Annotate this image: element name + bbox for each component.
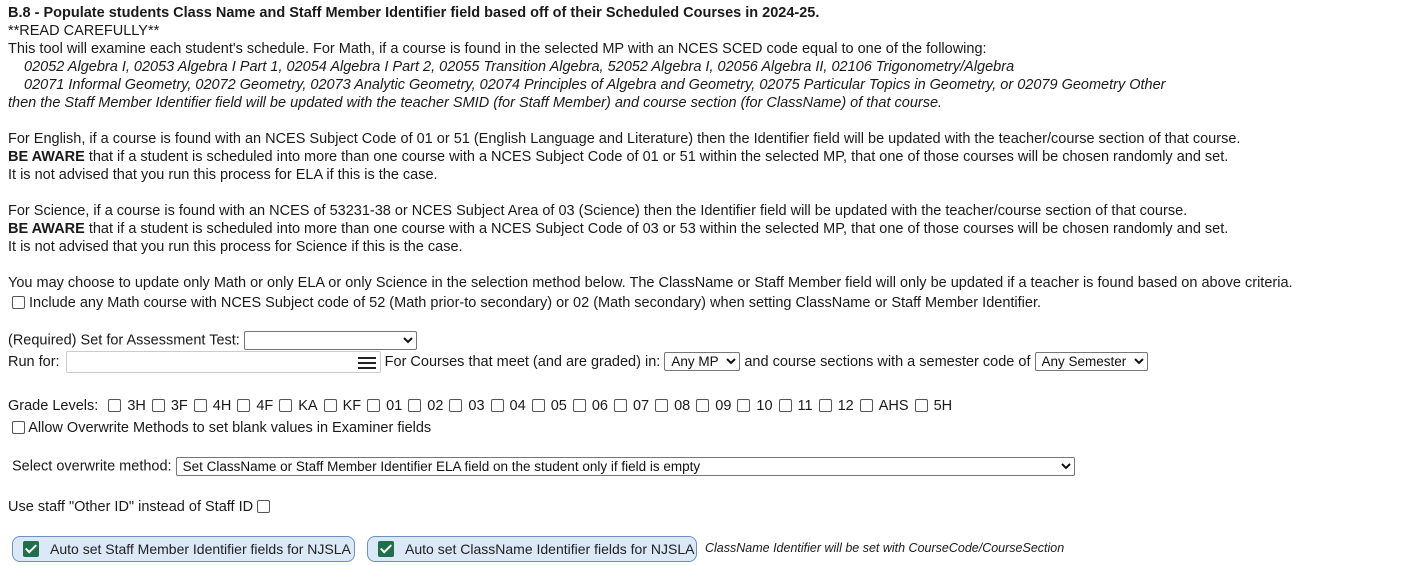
grade-label: 3H: [127, 398, 146, 414]
grade-option: [696, 398, 731, 414]
read-carefully-text: **READ CAREFULLY**: [8, 23, 160, 39]
grade-checkbox[interactable]: [491, 399, 504, 412]
page-title: B.8 - Populate students Class Name and Staff Member Identifier field based off of their Scheduled Courses in 2024-25.: [8, 5, 820, 21]
grade-checkbox[interactable]: [194, 399, 207, 412]
semester-select[interactable]: [1035, 352, 1148, 371]
mp-select[interactable]: [664, 352, 740, 371]
grade-option: [915, 398, 953, 414]
grade-list: [102, 398, 958, 414]
english-advice-text: It is not advised that you run this process for ELA if this is the case.: [8, 167, 438, 183]
grade-checkbox[interactable]: [737, 399, 750, 412]
grade-label: KA: [298, 398, 318, 414]
grade-checkbox[interactable]: [449, 399, 462, 412]
grade-checkbox[interactable]: [408, 399, 421, 412]
grade-label: 02: [427, 398, 444, 414]
menu-icon[interactable]: [358, 357, 376, 369]
grade-checkbox[interactable]: [696, 399, 709, 412]
grade-label: 4F: [256, 398, 274, 414]
grade-label: 12: [837, 398, 854, 414]
grade-checkbox[interactable]: [279, 399, 292, 412]
overwrite-method-label: Select overwrite method:: [12, 458, 172, 475]
include-math-row: [12, 295, 1041, 311]
grade-option: [279, 398, 317, 414]
grade-option: [152, 398, 188, 414]
auto-staff-label: Auto set Staff Member Identifier fields for NJSLA: [50, 541, 351, 557]
grade-label: 04: [509, 398, 526, 414]
grade-checkbox[interactable]: [573, 399, 586, 412]
science-aware-text: [8, 220, 1408, 238]
run-for-label: Run for:: [8, 354, 60, 370]
grade-checkbox[interactable]: [655, 399, 668, 412]
grade-option: [237, 398, 273, 414]
courses-label: For Courses that meet (and are graded) in:: [384, 354, 661, 370]
grade-checkbox[interactable]: [860, 399, 873, 412]
science-text: For Science, if a course is found with an NCES of 53231-38 or NCES Subject Area of 03 (Science) then the Identifier field will be updated with the teacher/course section of that course.: [8, 203, 1188, 219]
grade-option: [491, 398, 526, 414]
math-codes-line-1: 02052 Algebra I, 02053 Algebra I Part 1, 02054 Algebra I Part 2, 02055 Transition Algebra, 52052 Algebra I, 02056 Algebra II, 02106 Trigonometry/Algebra: [24, 59, 1015, 75]
grade-label: KF: [342, 398, 362, 414]
grade-label: 09: [715, 398, 732, 414]
grade-option: [532, 398, 567, 414]
grade-label: 11: [797, 398, 813, 414]
grade-checkbox[interactable]: [367, 399, 380, 412]
grade-option: [655, 398, 690, 414]
grade-option: [737, 398, 772, 414]
other-id-checkbox[interactable]: [257, 500, 270, 513]
grade-label: 10: [756, 398, 773, 414]
include-math-label: Include any Math course with NCES Subject code of 52 (Math prior-to secondary) or 02 (Math secondary) when setting ClassName or Staff Member Identifier.: [29, 295, 1042, 311]
grade-levels-label: Grade Levels:: [8, 398, 99, 414]
grade-option: [108, 398, 146, 414]
grade-checkbox[interactable]: [779, 399, 792, 412]
grade-option: [408, 398, 443, 414]
allow-overwrite-label: Allow Overwrite Methods to set blank values in Examiner fields: [28, 420, 432, 436]
math-codes-line-2: 02071 Informal Geometry, 02072 Geometry, 02073 Analytic Geometry, 02074 Principles of Algebra and Geometry, 02075 Particular Topics in Geometry, or 02079 Geometry Other: [24, 77, 1166, 93]
grade-label: AHS: [878, 398, 909, 414]
grade-option: [194, 398, 232, 414]
checkmark-icon: [378, 541, 394, 557]
overwrite-method-row: [12, 457, 1075, 476]
assessment-row: [8, 331, 417, 350]
grade-option: [779, 398, 813, 414]
science-aware-body: that if a student is scheduled into more than one course with a NCES Subject Code of 03 or 53 within the selected MP, that one of those courses will be chosen randomly and set.: [84, 221, 1229, 237]
grade-label: 08: [674, 398, 691, 414]
math-then-text: then the Staff Member Identifier field will be updated with the teacher SMID (for Staff Member) and course section (for ClassName) of that course.: [8, 95, 943, 111]
grade-option: [614, 398, 649, 414]
grade-option: [367, 398, 402, 414]
auto-class-label: Auto set ClassName Identifier fields for NJSLA: [405, 541, 695, 557]
grade-checkbox[interactable]: [324, 399, 337, 412]
run-for-row: [8, 351, 1148, 373]
auto-class-button[interactable]: [367, 536, 697, 562]
run-for-input[interactable]: [66, 351, 381, 373]
checkmark-icon: [23, 541, 39, 557]
grade-checkbox[interactable]: [108, 399, 121, 412]
grade-label: 3F: [170, 398, 188, 414]
english-aware-body: that if a student is scheduled into more than one course with a NCES Subject Code of 01 or 51 within the selected MP, that one of those courses will be chosen randomly and set.: [84, 149, 1229, 165]
grade-option: [573, 398, 608, 414]
grade-checkbox[interactable]: [532, 399, 545, 412]
english-text: For English, if a course is found with an NCES Subject Code of 01 or 51 (English Language and Literature) then the Identifier field will be updated with the teacher/course section of that course.: [8, 131, 1241, 147]
grade-checkbox[interactable]: [237, 399, 250, 412]
grade-checkbox[interactable]: [152, 399, 165, 412]
science-advice-text: It is not advised that you run this process for Science if this is the case.: [8, 239, 463, 255]
grade-checkbox[interactable]: [819, 399, 832, 412]
overwrite-method-select[interactable]: [176, 457, 1075, 476]
include-math-checkbox[interactable]: [12, 296, 25, 309]
grade-checkbox[interactable]: [614, 399, 627, 412]
science-aware-label: BE AWARE: [8, 221, 85, 237]
grade-option: [860, 398, 909, 414]
other-id-row: [8, 499, 270, 515]
english-aware-label: BE AWARE: [8, 149, 85, 165]
grade-label: 03: [468, 398, 485, 414]
grade-option: [819, 398, 854, 414]
grade-label: 5H: [933, 398, 953, 414]
grade-label: 06: [591, 398, 608, 414]
grade-label: 4H: [212, 398, 232, 414]
grade-option: [449, 398, 484, 414]
math-intro-text: This tool will examine each student's schedule. For Math, if a course is found in the selected MP with an NCES SCED code equal to one of the following:: [8, 41, 987, 57]
grade-option: [324, 398, 362, 414]
auto-staff-button[interactable]: [12, 536, 355, 562]
choose-text: You may choose to update only Math or only ELA or only Science in the selection method below. The ClassName or Staff Member field will only be updated if a teacher is found based on above criteria.: [8, 275, 1293, 291]
english-aware-text: [8, 148, 1408, 166]
semester-label: and course sections with a semester code of: [744, 354, 1031, 370]
grade-label: 01: [386, 398, 403, 414]
grade-levels-row: [8, 398, 958, 414]
instructions-block: [8, 4, 1408, 292]
allow-overwrite-row: [12, 420, 431, 436]
grade-label: 05: [550, 398, 567, 414]
other-id-label: Use staff "Other ID" instead of Staff ID: [8, 499, 254, 515]
grade-label: 07: [632, 398, 650, 414]
classname-note: ClassName Identifier will be set with CourseCode/CourseSection: [705, 541, 1065, 555]
assessment-label: (Required) Set for Assessment Test:: [8, 332, 240, 349]
assessment-test-select[interactable]: [244, 331, 417, 350]
grade-checkbox[interactable]: [915, 399, 928, 412]
allow-overwrite-checkbox[interactable]: [12, 421, 25, 434]
